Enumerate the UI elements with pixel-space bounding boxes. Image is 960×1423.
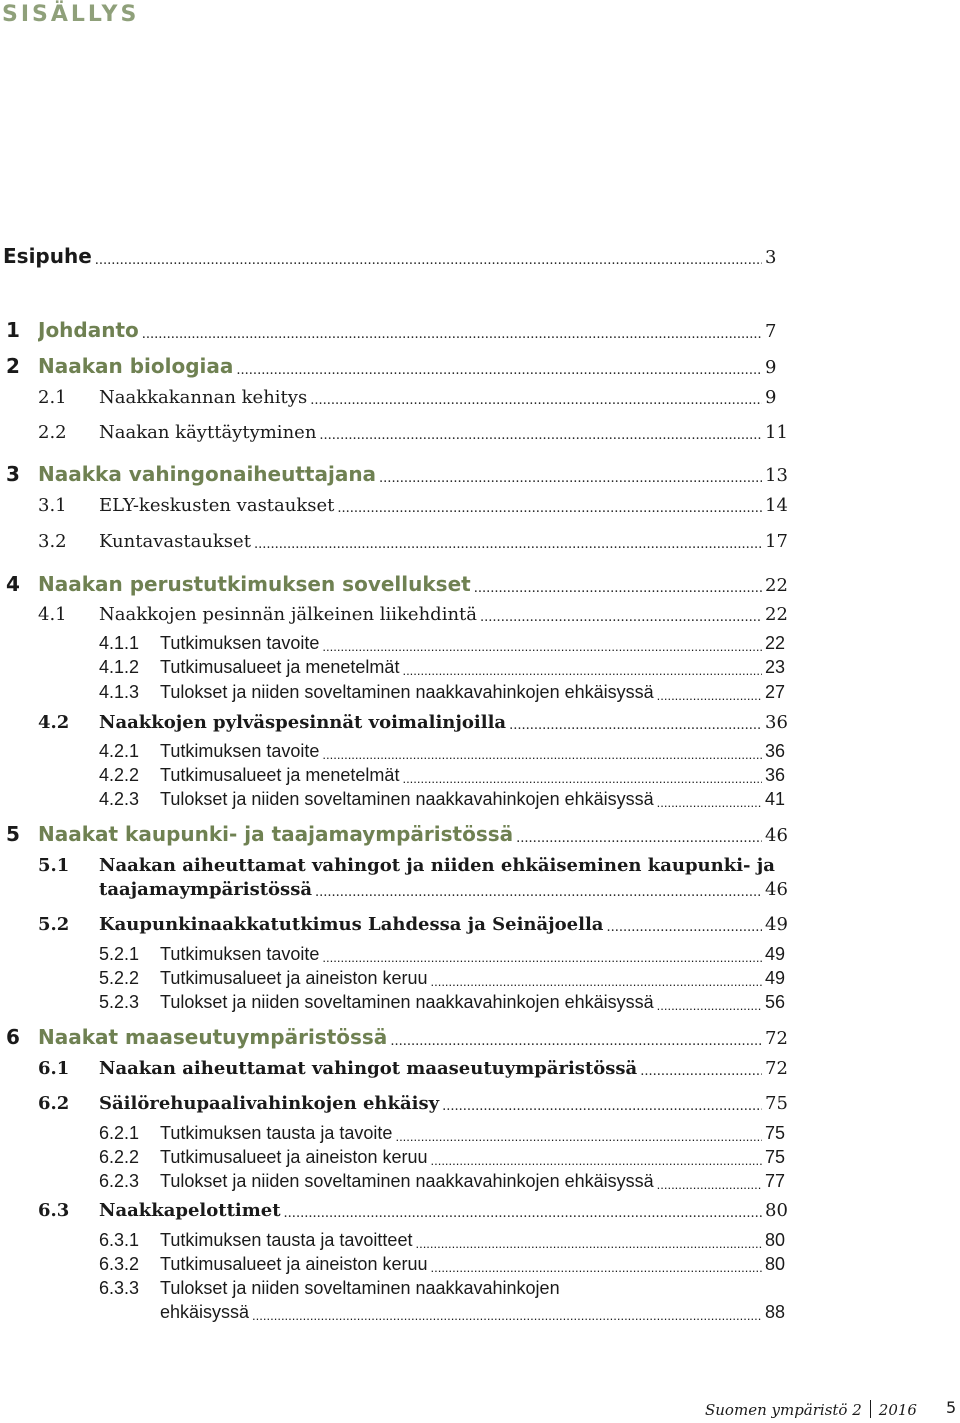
toc-dot-leader <box>379 471 762 486</box>
toc-dot-leader <box>657 998 762 1013</box>
toc-entry-page: 27 <box>765 682 786 702</box>
toc-entry[interactable] <box>0 850 960 900</box>
toc-entry-number: 4.2.1 <box>99 741 140 761</box>
toc-entry-title: Naakkakannan kehitys <box>99 387 308 408</box>
toc-entry-number: 6.3.3 <box>99 1278 140 1298</box>
toc-entry[interactable] <box>0 652 960 678</box>
toc-dot-leader <box>254 537 762 552</box>
toc-entry[interactable] <box>0 820 960 846</box>
toc-entry[interactable] <box>0 599 960 625</box>
toc-entry-page: 14 <box>765 495 788 516</box>
toc-entry-number: 5 <box>6 822 20 846</box>
toc-entry-number: 6.1 <box>38 1058 70 1079</box>
toc-entry-title: Tutkimusalueet ja aineiston keruu <box>160 1147 428 1167</box>
toc-dot-leader <box>95 253 762 268</box>
toc-entry[interactable] <box>0 417 960 443</box>
page-title: SISÄLLYS <box>2 2 140 27</box>
toc-entry-page: 22 <box>765 633 786 653</box>
toc-entry-title: Kuntavastaukset <box>99 531 251 552</box>
toc-entry-page: 75 <box>765 1147 786 1167</box>
toc-dot-leader <box>310 393 762 408</box>
toc-entry[interactable] <box>0 736 960 762</box>
toc-entry[interactable] <box>0 1023 960 1049</box>
toc-entry[interactable] <box>0 963 960 989</box>
toc-dot-leader <box>402 663 762 678</box>
toc-entry-page: 77 <box>765 1171 786 1191</box>
toc-entry-page: 3 <box>765 247 777 268</box>
toc-dot-leader <box>640 1064 762 1079</box>
toc-dot-leader <box>442 1099 762 1114</box>
toc-entry-page: 46 <box>765 825 788 846</box>
toc-entry-number: 1 <box>6 318 20 342</box>
toc-dot-leader <box>252 1308 762 1323</box>
toc-entry-title-continuation: ehkäisyssä <box>160 1302 250 1322</box>
toc-entry[interactable] <box>0 1225 960 1251</box>
toc-entry-number: 5.2.3 <box>99 992 140 1012</box>
toc-entry-number: 6.2 <box>38 1093 70 1114</box>
toc-entry-number: 3.1 <box>38 495 67 516</box>
toc-entry-number: 4 <box>6 572 20 596</box>
toc-entry[interactable] <box>0 526 960 552</box>
toc-entry[interactable] <box>0 382 960 408</box>
toc-entry[interactable] <box>0 987 960 1013</box>
toc-entry-page: 17 <box>765 531 788 552</box>
toc-entry-page: 56 <box>765 992 786 1012</box>
toc-entry[interactable] <box>0 1249 960 1275</box>
toc-entry-title: Tutkimuksen tausta ja tavoite <box>160 1123 393 1143</box>
toc-entry-title: Naakat maaseutuympäristössä <box>38 1025 388 1049</box>
toc-entry-title: Naakka vahingonaiheuttajana <box>38 462 377 486</box>
toc-entry-page: 75 <box>765 1093 788 1114</box>
toc-dot-leader <box>284 1206 762 1221</box>
toc-entry[interactable] <box>0 784 960 810</box>
toc-entry-number: 4.1.1 <box>99 633 140 653</box>
toc-entry-title: Tulokset ja niiden soveltaminen naakkavahinkojen <box>160 1278 560 1298</box>
toc-entry[interactable] <box>0 909 960 935</box>
footer-divider <box>870 1400 871 1418</box>
toc-entry-title: Tutkimuksen tavoite <box>160 741 320 761</box>
toc-entry-number: 6 <box>6 1025 20 1049</box>
toc-entry-title: Tutkimusalueet ja aineiston keruu <box>160 1254 428 1274</box>
toc-entry-title: Naakan perustutkimuksen sovellukset <box>38 572 471 596</box>
toc-entry-title: Naakkojen pesinnän jälkeinen liikehdintä <box>99 604 478 625</box>
toc-entry-page: 46 <box>765 879 788 900</box>
toc-entry-title: Naakkapelottimet <box>99 1200 281 1221</box>
toc-entry-title: Tulokset ja niiden soveltaminen naakkavahinkojen ehkäisyssä <box>160 682 654 702</box>
footer-issue: 2 <box>852 1401 862 1419</box>
toc-entry[interactable] <box>0 242 960 268</box>
toc-entry-page: 80 <box>765 1254 786 1274</box>
toc-entry-number: 3 <box>6 462 20 486</box>
toc-entry-title: Tutkimusalueet ja aineiston keruu <box>160 968 428 988</box>
toc-dot-leader <box>319 428 762 443</box>
toc-entry[interactable] <box>0 1166 960 1192</box>
toc-entry[interactable] <box>0 352 960 378</box>
toc-entry-number: 5.1 <box>38 855 70 876</box>
toc-entry-title: Johdanto <box>38 318 139 342</box>
toc-entry[interactable] <box>0 316 960 342</box>
toc-entry[interactable] <box>0 1142 960 1168</box>
toc-entry-number: 2 <box>6 354 20 378</box>
toc-dot-leader <box>606 920 762 935</box>
toc-entry[interactable] <box>0 490 960 516</box>
toc-entry-page: 72 <box>765 1028 788 1049</box>
toc-entry-page: 75 <box>765 1123 786 1143</box>
toc-dot-leader <box>142 327 762 342</box>
toc-entry[interactable] <box>0 939 960 965</box>
toc-entry-title: Tutkimuksen tavoite <box>160 944 320 964</box>
toc-entry-page: 80 <box>765 1230 786 1250</box>
toc-entry-number: 4.2.2 <box>99 765 140 785</box>
toc-dot-leader <box>509 718 762 733</box>
toc-entry-number: 2.2 <box>38 422 67 443</box>
toc-dot-leader <box>657 795 762 810</box>
toc-entry-number: 4.2.3 <box>99 789 140 809</box>
toc-entry-page: 41 <box>765 789 786 809</box>
toc-entry-title: Naakan käyttäytyminen <box>99 422 317 443</box>
toc-entry[interactable] <box>0 760 960 786</box>
toc-entry-page: 22 <box>765 575 788 596</box>
toc-entry-title: Tutkimuksen tausta ja tavoitteet <box>160 1230 413 1250</box>
toc-dot-leader <box>474 581 762 596</box>
toc-entry-title: Naakan aiheuttamat vahingot ja niiden ehkäiseminen kaupunki- ja <box>99 855 775 876</box>
toc-dot-leader <box>480 610 762 625</box>
toc-entry-number: 6.3.2 <box>99 1254 140 1274</box>
toc-entry-page: 22 <box>765 604 788 625</box>
toc-entry[interactable] <box>0 628 960 654</box>
toc-dot-leader <box>337 501 762 516</box>
toc-entry-number: 6.2.2 <box>99 1147 140 1167</box>
toc-entry-title: Tulokset ja niiden soveltaminen naakkavahinkojen ehkäisyssä <box>160 1171 654 1191</box>
toc-entry-page: 36 <box>765 741 786 761</box>
toc-dot-leader <box>657 1177 762 1192</box>
footer-page-number: 5 <box>946 1398 957 1417</box>
toc-entry-page: 49 <box>765 914 788 935</box>
toc-entry-number: 4.1.2 <box>99 657 140 677</box>
toc-dot-leader <box>315 885 762 900</box>
toc-entry-page: 13 <box>765 465 788 486</box>
toc-entry-page: 72 <box>765 1058 788 1079</box>
toc-entry-title: Tulokset ja niiden soveltaminen naakkavahinkojen ehkäisyssä <box>160 789 654 809</box>
toc-entry-page: 9 <box>765 387 777 408</box>
toc-entry-title: Naakat kaupunki- ja taajamaympäristössä <box>38 822 514 846</box>
toc-entry-title: Tutkimusalueet ja menetelmät <box>160 765 400 785</box>
toc-entry-title: Säilörehupaalivahinkojen ehkäisy <box>99 1093 440 1114</box>
toc-entry-title: Esipuhe <box>3 244 92 268</box>
toc-entry-page: 36 <box>765 765 786 785</box>
toc-entry-number: 2.1 <box>38 387 67 408</box>
toc-entry[interactable] <box>0 1118 960 1144</box>
toc-entry[interactable] <box>0 1053 960 1079</box>
toc-entry-title: Tutkimuksen tavoite <box>160 633 320 653</box>
toc-entry-number: 5.2.1 <box>99 944 140 964</box>
toc-dot-leader <box>657 688 762 703</box>
toc-entry-title: Tulokset ja niiden soveltaminen naakkavahinkojen ehkäisyssä <box>160 992 654 1012</box>
toc-entry-title: ELY-keskusten vastaukset <box>99 495 335 516</box>
toc-entry[interactable] <box>0 460 960 486</box>
toc-entry-number: 5.2.2 <box>99 968 140 988</box>
toc-entry-page: 49 <box>765 944 786 964</box>
toc-entry-page: 49 <box>765 968 786 988</box>
footer-publication-name: Suomen ympäristö <box>705 1401 848 1419</box>
toc-entry-title: Tutkimusalueet ja menetelmät <box>160 657 400 677</box>
toc-entry-title: Naakan aiheuttamat vahingot maaseutuympäristössä <box>99 1058 638 1079</box>
toc-entry-number: 4.1 <box>38 604 67 625</box>
toc-entry-number: 5.2 <box>38 914 70 935</box>
toc-entry[interactable] <box>0 677 960 703</box>
toc-entry-number: 6.3.1 <box>99 1230 140 1250</box>
toc-entry-title: Kaupunkinaakkatutkimus Lahdessa ja Seinäjoella <box>99 914 604 935</box>
toc-entry-title: Naakan biologiaa <box>38 354 234 378</box>
toc-entry[interactable] <box>0 1273 960 1322</box>
toc-entry-number: 3.2 <box>38 531 67 552</box>
toc-entry[interactable] <box>0 570 960 596</box>
toc-entry-number: 4.2 <box>38 712 70 733</box>
toc-entry[interactable] <box>0 1088 960 1114</box>
toc-dot-leader <box>236 363 762 378</box>
toc-entry-number: 4.1.3 <box>99 682 140 702</box>
toc-entry-page: 7 <box>765 321 777 342</box>
toc-entry-number: 6.3 <box>38 1200 70 1221</box>
toc-dot-leader <box>516 831 762 846</box>
footer-publication <box>705 1400 917 1419</box>
toc-entry-page: 88 <box>765 1302 786 1322</box>
toc-entry-number: 6.2.1 <box>99 1123 140 1143</box>
toc-entry-page: 36 <box>765 712 788 733</box>
toc-dot-leader <box>390 1034 762 1049</box>
toc-entry-page: 80 <box>765 1200 788 1221</box>
toc-entry-title: Naakkojen pylväspesinnät voimalinjoilla <box>99 712 507 733</box>
toc-entry-title-continuation: taajamaympäristössä <box>99 879 312 900</box>
footer-year: 2016 <box>878 1401 917 1419</box>
toc-entry[interactable] <box>0 707 960 733</box>
toc-entry[interactable] <box>0 1195 960 1221</box>
toc-entry-number: 6.2.3 <box>99 1171 140 1191</box>
toc-entry-page: 11 <box>765 422 788 443</box>
toc-entry-page: 9 <box>765 357 777 378</box>
toc-entry-page: 23 <box>765 657 786 677</box>
